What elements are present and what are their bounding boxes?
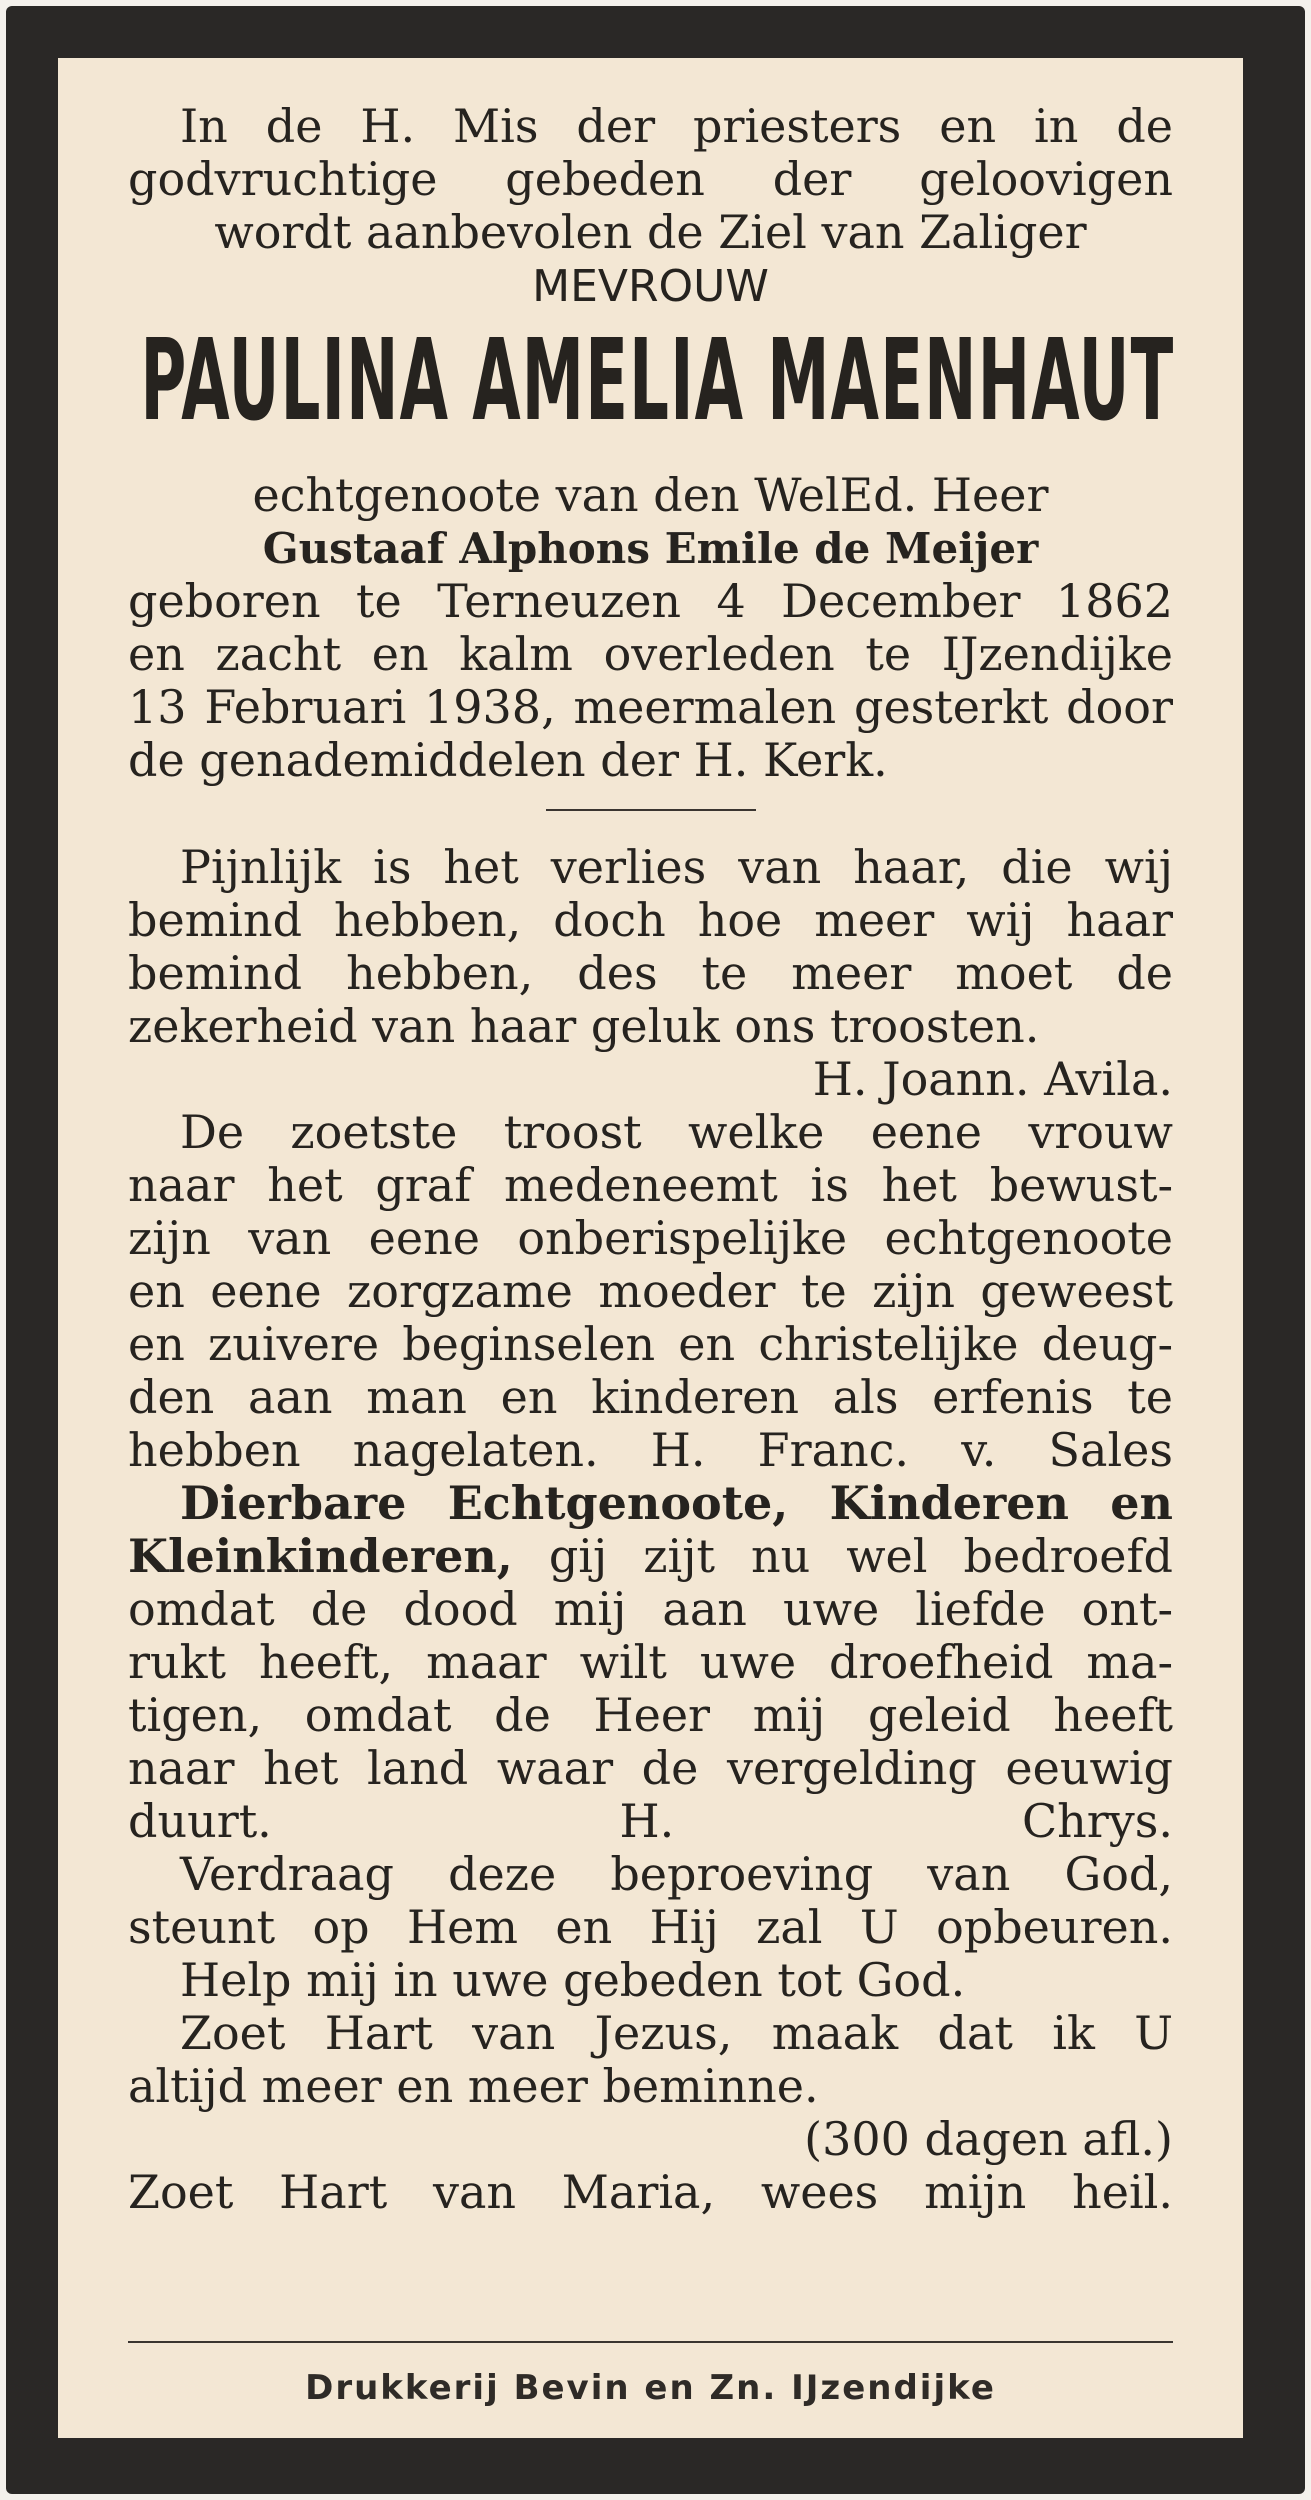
prayer-line: Verdraag deze beproeving van God, bbox=[180, 1847, 1173, 1901]
quote-line: bemind hebben, doch hoe meer wij haar bbox=[128, 893, 1173, 947]
indulgence-note: (300 dagen afl.) bbox=[804, 2112, 1173, 2166]
title-mevrouw: MEVROUW bbox=[532, 261, 769, 312]
prayer-line: steunt op Hem en Hij zal U opbeuren. bbox=[128, 1900, 1173, 1954]
bio-line: en zacht en kalm overleden te IJzendijke bbox=[128, 627, 1173, 681]
quote-line: naar het land waar de vergelding eeuwig bbox=[128, 1741, 1173, 1795]
quote-author: H. Joann. Avila. bbox=[812, 1052, 1173, 1106]
prayer-line: altijd meer en meer beminne. bbox=[128, 2059, 819, 2113]
quote-author: H. Franc. v. Sales bbox=[650, 1423, 1174, 1477]
quote-line: rukt heeft, maar wilt uwe droefheid ma- bbox=[128, 1635, 1173, 1689]
quote-line: en zuivere beginselen en christelijke deug- bbox=[128, 1317, 1173, 1371]
quote-line: en eene zorgzame moeder te zijn geweest bbox=[128, 1264, 1173, 1318]
card-paper bbox=[58, 58, 1243, 2438]
quote-text-bold: Kleinkinderen, bbox=[128, 1529, 513, 1583]
bio-line: geboren te Terneuzen 4 December 1862 bbox=[128, 574, 1173, 628]
printer-credit: Drukkerij Bevin en Zn. IJzendijke bbox=[305, 2368, 996, 2408]
mourning-card bbox=[6, 6, 1305, 2494]
quote-line: omdat de dood mij aan uwe liefde ont- bbox=[128, 1582, 1173, 1636]
quote-line-with-author bbox=[128, 1795, 1173, 1848]
quote-author: H. Chrys. bbox=[619, 1794, 1173, 1848]
quote-line-bold: Dierbare Echtgenoote, Kinderen en bbox=[180, 1476, 1173, 1530]
prayer-line: Zoet Hart van Maria, wees mijn heil. bbox=[128, 2165, 1173, 2219]
card-text bbox=[128, 100, 1173, 2219]
quote-line: zijn van eene onberispelijke echtgenoote bbox=[128, 1211, 1173, 1265]
intro-line: wordt aanbevolen de Ziel van Zaliger bbox=[214, 205, 1087, 259]
divider-long bbox=[128, 2341, 1173, 2343]
divider-short bbox=[546, 809, 756, 811]
spouse-line: echtgenoote van den WelEd. Heer bbox=[252, 468, 1049, 522]
deceased-name: PAULINA AMELIA MAENHAUT bbox=[140, 316, 1175, 446]
quote-line: tigen, omdat de Heer mij geleid heeft bbox=[128, 1688, 1173, 1742]
quote-line: De zoetste troost welke eene vrouw bbox=[180, 1105, 1173, 1159]
quote-line: bemind hebben, des te meer moet de bbox=[128, 946, 1173, 1000]
quote-line-with-author bbox=[128, 1424, 1173, 1477]
quote-line-mixed bbox=[128, 1530, 1173, 1583]
bio-line: 13 Februari 1938, meermalen gesterkt door bbox=[128, 680, 1173, 734]
intro-line: In de H. Mis der priesters en in de bbox=[180, 99, 1173, 153]
quote-line: den aan man en kinderen als erfenis te bbox=[128, 1370, 1173, 1424]
quote-text: hebben nagelaten. bbox=[128, 1423, 599, 1477]
bio-line: de genademiddelen der H. Kerk. bbox=[128, 733, 888, 787]
quote-text: gij zijt nu wel bedroefd bbox=[548, 1529, 1173, 1583]
quote-line: Pijnlijk is het verlies van haar, die wij bbox=[180, 840, 1173, 894]
quote-line: naar het graf medeneemt is het bewust- bbox=[128, 1158, 1173, 1212]
spouse-name: Gustaaf Alphons Emile de Meijer bbox=[262, 524, 1039, 573]
prayer-line: Zoet Hart van Jezus, maak dat ik U bbox=[180, 2006, 1173, 2060]
quote-text: duurt. bbox=[128, 1794, 272, 1848]
intro-line: godvruchtige gebeden der geloovigen bbox=[128, 152, 1173, 206]
quote-line: zekerheid van haar geluk ons troosten. bbox=[128, 999, 1040, 1053]
prayer-line: Help mij in uwe gebeden tot God. bbox=[180, 1953, 966, 2007]
